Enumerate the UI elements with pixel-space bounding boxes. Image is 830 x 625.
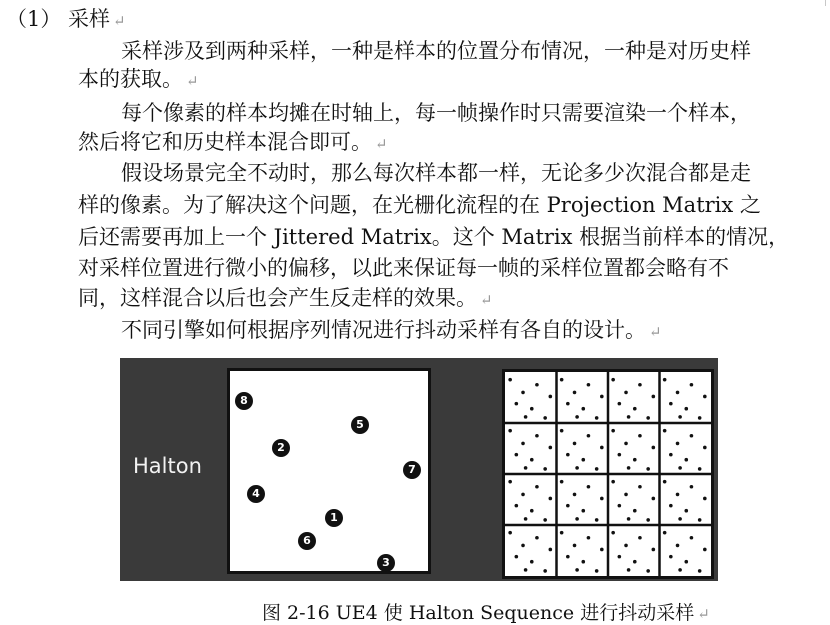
grid-sample-dot bbox=[633, 458, 637, 462]
grid-sample-dot bbox=[515, 453, 519, 457]
grid-sample-dot bbox=[549, 446, 553, 450]
grid-sample-dot bbox=[521, 544, 525, 548]
grid-sample-dot bbox=[535, 536, 539, 540]
grid-sample-dot bbox=[566, 504, 570, 508]
grid-sample-dot bbox=[600, 395, 604, 399]
grid-sample-dot bbox=[524, 466, 528, 470]
grid-sample-dot bbox=[581, 407, 585, 411]
figure-label: Halton bbox=[133, 454, 202, 478]
grid-sample-dot bbox=[638, 485, 642, 489]
grid-sample-dot bbox=[633, 560, 637, 564]
grid-sample-dot bbox=[530, 407, 534, 411]
body-line-4 bbox=[78, 130, 388, 156]
body-line-8: 对采样位置进行微小的偏移，以此来保证每一帧的采样位置都会略有不 bbox=[78, 256, 729, 280]
grid-sample-dot bbox=[515, 555, 519, 559]
section-heading bbox=[6, 7, 126, 33]
grid-sample-dot bbox=[618, 504, 622, 508]
grid-sample-dot bbox=[573, 391, 577, 395]
grid-sample-dot bbox=[521, 391, 525, 395]
grid-sample-dot bbox=[566, 402, 570, 406]
grid-sample-dot bbox=[587, 536, 591, 540]
grid-sample-dot bbox=[678, 517, 682, 521]
grid-sample-dot bbox=[646, 467, 650, 471]
grid-sample-dot bbox=[549, 497, 553, 501]
grid-sample-dot bbox=[611, 429, 615, 433]
grid-sample-dot bbox=[530, 509, 534, 513]
sample-point-7: 7 bbox=[403, 461, 421, 479]
grid-sample-dot bbox=[611, 480, 615, 484]
grid-sample-dot bbox=[633, 407, 637, 411]
grid-sample-dot bbox=[646, 416, 650, 420]
grid-sample-dot bbox=[524, 517, 528, 521]
grid-sample-dot bbox=[690, 434, 694, 438]
halton-sample-box bbox=[227, 368, 431, 574]
grid-sample-dot bbox=[515, 402, 519, 406]
grid-sample-dot bbox=[600, 548, 604, 552]
sample-point-5: 5 bbox=[351, 416, 369, 434]
grid-sample-dot bbox=[703, 548, 707, 552]
grid-sample-dot bbox=[543, 518, 547, 522]
grid-sample-dot bbox=[595, 569, 599, 573]
body-line-10 bbox=[121, 318, 662, 344]
grid-sample-dot bbox=[535, 485, 539, 489]
grid-sample-dot bbox=[581, 509, 585, 513]
grid-sample-dot bbox=[618, 555, 622, 559]
grid-sample-dot bbox=[698, 518, 702, 522]
grid-sample-dot bbox=[524, 568, 528, 572]
grid-sample-dot bbox=[669, 555, 673, 559]
sample-point-6: 6 bbox=[298, 532, 316, 550]
grid-sample-dot bbox=[703, 497, 707, 501]
grid-sample-dot bbox=[521, 442, 525, 446]
grid-sample-dot bbox=[669, 402, 673, 406]
grid-sample-dot bbox=[652, 548, 656, 552]
grid-sample-dot bbox=[549, 395, 553, 399]
grid-sample-dot bbox=[646, 569, 650, 573]
sample-point-3: 3 bbox=[377, 554, 395, 572]
grid-sample-dot bbox=[543, 416, 547, 420]
grid-sample-dot bbox=[573, 544, 577, 548]
grid-sample-dot bbox=[530, 560, 534, 564]
grid-sample-dot bbox=[566, 555, 570, 559]
body-line-2-text: 本的获取。 bbox=[78, 67, 183, 91]
grid-sample-dot bbox=[698, 416, 702, 420]
grid-sample-dot bbox=[587, 383, 591, 387]
grid-sample-dot bbox=[678, 466, 682, 470]
grid-sample-dot bbox=[543, 467, 547, 471]
grid-sample-dot bbox=[703, 395, 707, 399]
grid-sample-dot bbox=[684, 458, 688, 462]
grid-sample-dot bbox=[633, 509, 637, 513]
paragraph-mark: ↵ bbox=[480, 291, 493, 309]
grid-sample-dot bbox=[600, 446, 604, 450]
grid-sample-dot bbox=[627, 568, 631, 572]
grid-sample-dot bbox=[515, 504, 519, 508]
body-line-7: 后还需要再加上一个 Jittered Matrix。这个 Matrix 根据当前样本的情况， bbox=[78, 225, 790, 249]
figure-caption bbox=[262, 598, 710, 625]
grid-sample-dot bbox=[690, 383, 694, 387]
grid-sample-dot bbox=[646, 518, 650, 522]
body-line-9 bbox=[78, 286, 493, 312]
paragraph-mark: ↵ bbox=[375, 135, 388, 153]
grid-sample-dot bbox=[535, 434, 539, 438]
grid-sample-dot bbox=[595, 467, 599, 471]
grid-sample-dot bbox=[663, 378, 667, 382]
body-line-3: 每个像素的样本均摊在时轴上，每一帧操作时只需要渲染一个样本， bbox=[121, 101, 751, 125]
grid-sample-dot bbox=[560, 378, 564, 382]
grid-sample-dot bbox=[543, 569, 547, 573]
grid-sample-dot bbox=[587, 434, 591, 438]
halton-figure bbox=[120, 358, 718, 581]
grid-sample-dot bbox=[663, 531, 667, 535]
grid-sample-dot bbox=[690, 485, 694, 489]
body-line-9-text: 同，这样混合以后也会产生反走样的效果。 bbox=[78, 286, 477, 310]
grid-sample-dot bbox=[703, 446, 707, 450]
grid-sample-dot bbox=[624, 442, 628, 446]
grid-sample-dot bbox=[678, 415, 682, 419]
grid-sample-dot bbox=[549, 548, 553, 552]
body-line-1: 采样涉及到两种采样，一种是样本的位置分布情况，一种是对历史样 bbox=[121, 39, 751, 63]
grid-sample-dot bbox=[684, 509, 688, 513]
grid-sample-dot bbox=[600, 497, 604, 501]
grid-sample-dot bbox=[581, 560, 585, 564]
grid-sample-dot bbox=[669, 453, 673, 457]
grid-sample-dot bbox=[676, 391, 680, 395]
grid-sample-dot bbox=[669, 504, 673, 508]
sample-point-1: 1 bbox=[325, 509, 343, 527]
grid-sample-dot bbox=[624, 544, 628, 548]
body-line-6: 样的像素。为了解决这个问题，在光栅化流程的在 Projection Matrix 之 bbox=[78, 193, 761, 217]
grid-sample-dot bbox=[573, 493, 577, 497]
grid-sample-dot bbox=[652, 497, 656, 501]
grid-sample-dot bbox=[535, 383, 539, 387]
grid-sample-dot bbox=[560, 429, 564, 433]
body-line-4-text: 然后将它和历史样本混合即可。 bbox=[78, 130, 372, 154]
grid-sample-dot bbox=[575, 466, 579, 470]
paragraph-mark: ↵ bbox=[113, 12, 126, 30]
grid-sample-dot bbox=[508, 429, 512, 433]
grid-sample-dot bbox=[560, 531, 564, 535]
page-corner-mark bbox=[825, 0, 826, 6]
grid-sample-dot bbox=[624, 391, 628, 395]
grid-sample-dot bbox=[676, 544, 680, 548]
grid-sample-dot bbox=[587, 485, 591, 489]
grid-sample-dot bbox=[652, 395, 656, 399]
grid-sample-dot bbox=[638, 536, 642, 540]
grid-sample-dot bbox=[566, 453, 570, 457]
grid-sample-dot bbox=[624, 493, 628, 497]
paragraph-mark: ↵ bbox=[186, 72, 199, 90]
grid-sample-dot bbox=[627, 415, 631, 419]
grid-sample-dot bbox=[611, 378, 615, 382]
grid-sample-dot bbox=[618, 453, 622, 457]
grid-sample-dot bbox=[618, 402, 622, 406]
grid-sample-dot bbox=[611, 531, 615, 535]
grid-sample-dot bbox=[676, 493, 680, 497]
grid-sample-dot bbox=[627, 517, 631, 521]
grid-sample-dot bbox=[508, 531, 512, 535]
grid-sample-dot bbox=[652, 446, 656, 450]
jitter-grid bbox=[505, 372, 711, 576]
jitter-grid-box bbox=[502, 369, 714, 579]
sample-point-2: 2 bbox=[272, 439, 290, 457]
body-line-2 bbox=[78, 67, 199, 93]
grid-sample-dot bbox=[690, 536, 694, 540]
sample-point-8: 8 bbox=[235, 392, 253, 410]
grid-sample-dot bbox=[638, 434, 642, 438]
grid-sample-dot bbox=[581, 458, 585, 462]
paragraph-mark: ↵ bbox=[649, 323, 662, 341]
grid-sample-dot bbox=[530, 458, 534, 462]
grid-sample-dot bbox=[627, 466, 631, 470]
section-heading-text: （1） 采样 bbox=[6, 7, 111, 31]
grid-sample-dot bbox=[595, 518, 599, 522]
grid-sample-dot bbox=[595, 416, 599, 420]
grid-sample-dot bbox=[698, 569, 702, 573]
grid-sample-dot bbox=[575, 415, 579, 419]
grid-sample-dot bbox=[508, 378, 512, 382]
grid-sample-dot bbox=[524, 415, 528, 419]
grid-sample-dot bbox=[663, 429, 667, 433]
grid-sample-dot bbox=[638, 383, 642, 387]
grid-sample-dot bbox=[521, 493, 525, 497]
grid-sample-dot bbox=[575, 568, 579, 572]
body-line-10-text: 不同引擎如何根据序列情况进行抖动采样有各自的设计。 bbox=[121, 318, 646, 342]
figure-caption-text: 图 2-16 UE4 使 Halton Sequence 进行抖动采样 bbox=[262, 602, 695, 624]
grid-sample-dot bbox=[508, 480, 512, 484]
grid-sample-dot bbox=[684, 407, 688, 411]
grid-sample-dot bbox=[678, 568, 682, 572]
grid-sample-dot bbox=[698, 467, 702, 471]
sample-point-4: 4 bbox=[247, 485, 265, 503]
grid-sample-dot bbox=[560, 480, 564, 484]
grid-sample-dot bbox=[676, 442, 680, 446]
grid-sample-dot bbox=[573, 442, 577, 446]
grid-sample-dot bbox=[575, 517, 579, 521]
grid-sample-dot bbox=[663, 480, 667, 484]
body-line-5: 假设场景完全不动时，那么每次样本都一样，无论多少次混合都是走 bbox=[121, 161, 751, 185]
grid-sample-dot bbox=[684, 560, 688, 564]
paragraph-mark: ↵ bbox=[697, 605, 710, 623]
